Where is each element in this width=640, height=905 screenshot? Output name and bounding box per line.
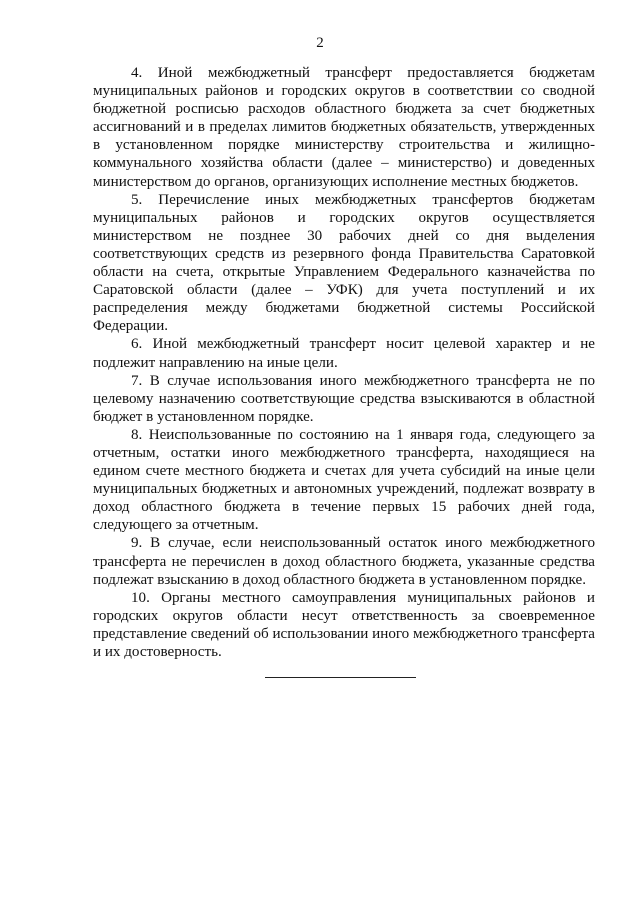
paragraph-10: 10. Органы местного самоуправления муниципальных районов и городских округов области несут ответственность за своевременное представление сведений об использовании иного межбюджетного трансферта и их достоверность. xyxy=(93,589,595,660)
paragraph-7: 7. В случае использования иного межбюджетного трансферта не по целевому назначению соответствующие средства взыскиваются в областной бюджет в установленном порядке. xyxy=(93,372,595,425)
document-body xyxy=(93,64,595,661)
closing-separator-line xyxy=(265,677,416,678)
paragraph-4: 4. Иной межбюджетный трансферт предоставляется бюджетам муниципальных районов и городских округов в соответствии со сводной бюджетной росписью расходов областного бюджета за счет бюджетных ассигнований и в пределах лимитов бюджетных обязательств, утвержденных в установленном порядке министерству строительства и жилищно-коммунального хозяйства области (далее – министерство) и доведенных министерством до органов, организующих исполнение местных бюджетов. xyxy=(93,65,595,190)
page-number: 2 xyxy=(316,35,324,51)
paragraph-5: 5. Перечисление иных межбюджетных трансфертов бюджетам муниципальных районов и городских округов осуществляется министерством не позднее 30 рабочих дней со дня выделения соответствующих средств из резервного фонда Правительства Саратовкой области на счета, открытые Управлением Федерального казначейства по Саратовской области (далее – УФК) для учета поступлений и их распределения между бюджетами бюджетной системы Российской Федерации. xyxy=(93,191,595,335)
paragraph-9: 9. В случае, если неиспользованный остаток иного межбюджетного трансферта не перечислен в доход областного бюджета, указанные средства подлежат взысканию в доход областного бюджета в установленном порядке. xyxy=(93,535,595,588)
paragraph-8: 8. Неиспользованные по состоянию на 1 января года, следующего за отчетным, остатки иного межбюджетного трансферта, находящиеся на едином счете местного бюджета и счетах для учета субсидий на иные цели муниципальных бюджетных и автономных учреждений, подлежат возврату в доход областного бюджета в течение первых 15 рабочих дней года, следующего за отчетным. xyxy=(93,426,595,534)
paragraph-6: 6. Иной межбюджетный трансферт носит целевой характер и не подлежит направлению на иные цели. xyxy=(93,336,595,371)
